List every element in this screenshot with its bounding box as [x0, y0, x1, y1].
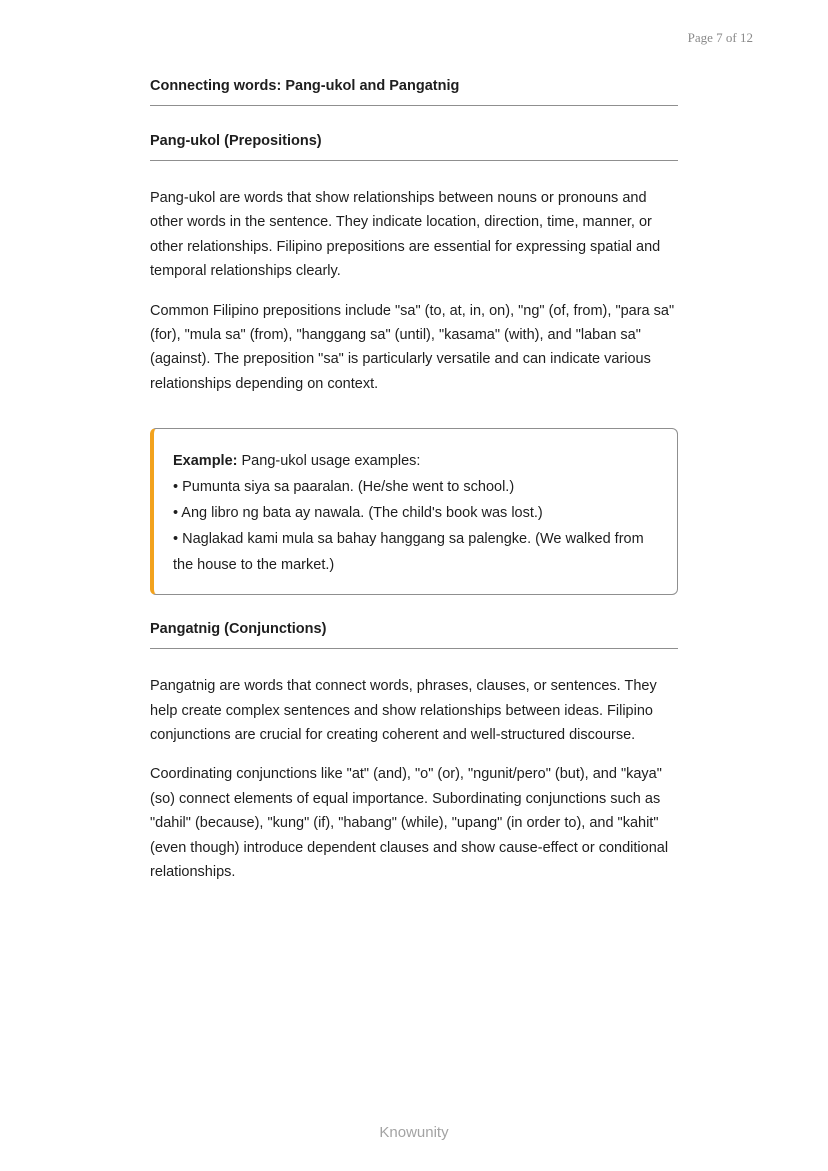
example-label: Example: — [173, 453, 238, 470]
example-intro — [173, 448, 661, 474]
paragraph: Pangatnig are words that connect words, phrases, clauses, or sentences. They help create complex sentences and show relationships between ideas. Filipino conjunctions are crucial for creating coherent and well-structured discourse. — [150, 678, 657, 744]
paragraph: Common Filipino prepositions include "sa" (to, at, in, on), "ng" (of, from), "para sa" (for), "mula sa" (from), "hanggang sa" (until), "kasama" (with), and "laban sa" (against). The preposition "sa" is particularly versatile and can indicate various relationships depending on context. — [150, 302, 675, 392]
paragraph: Pang-ukol are words that show relationships between nouns or pronouns and other words in the sentence. They indicate location, direction, time, manner, or other relationships. Filipino prepositions are essential for expressing spatial and temporal relationships clearly. — [150, 190, 661, 280]
footer-brand: Knowunity — [379, 1124, 449, 1141]
example-callout — [150, 428, 678, 595]
section-heading-pang-ukol: Pang-ukol (Prepositions) — [150, 133, 678, 161]
section-heading-pangatnig: Pangatnig (Conjunctions) — [150, 621, 678, 649]
document-body — [150, 78, 678, 900]
example-intro-text: Pang-ukol usage examples: — [237, 453, 421, 470]
page-number: Page 7 of 12 — [687, 30, 753, 45]
example-item: • Ang libro ng bata ay nawala. (The child's book was lost.) — [173, 505, 543, 522]
paragraph: Coordinating conjunctions like "at" (and), "o" (or), "ngunit/pero" (but), and "kaya" (so) connect elements of equal importance. Subordinating conjunctions such as "dahil" (because), "kung" (if), "habang" (while), "upang" (in order to), and "kahit" (even though) introduce dependent clauses and show cause-effect or conditional relationships. — [150, 766, 669, 881]
page-title: Connecting words: Pang-ukol and Pangatnig — [150, 78, 678, 106]
example-item: • Pumunta siya sa paaralan. (He/she went to school.) — [173, 479, 515, 496]
example-item: • Naglakad kami mula sa bahay hanggang sa palengke. (We walked from the house to the market.) — [173, 531, 644, 574]
